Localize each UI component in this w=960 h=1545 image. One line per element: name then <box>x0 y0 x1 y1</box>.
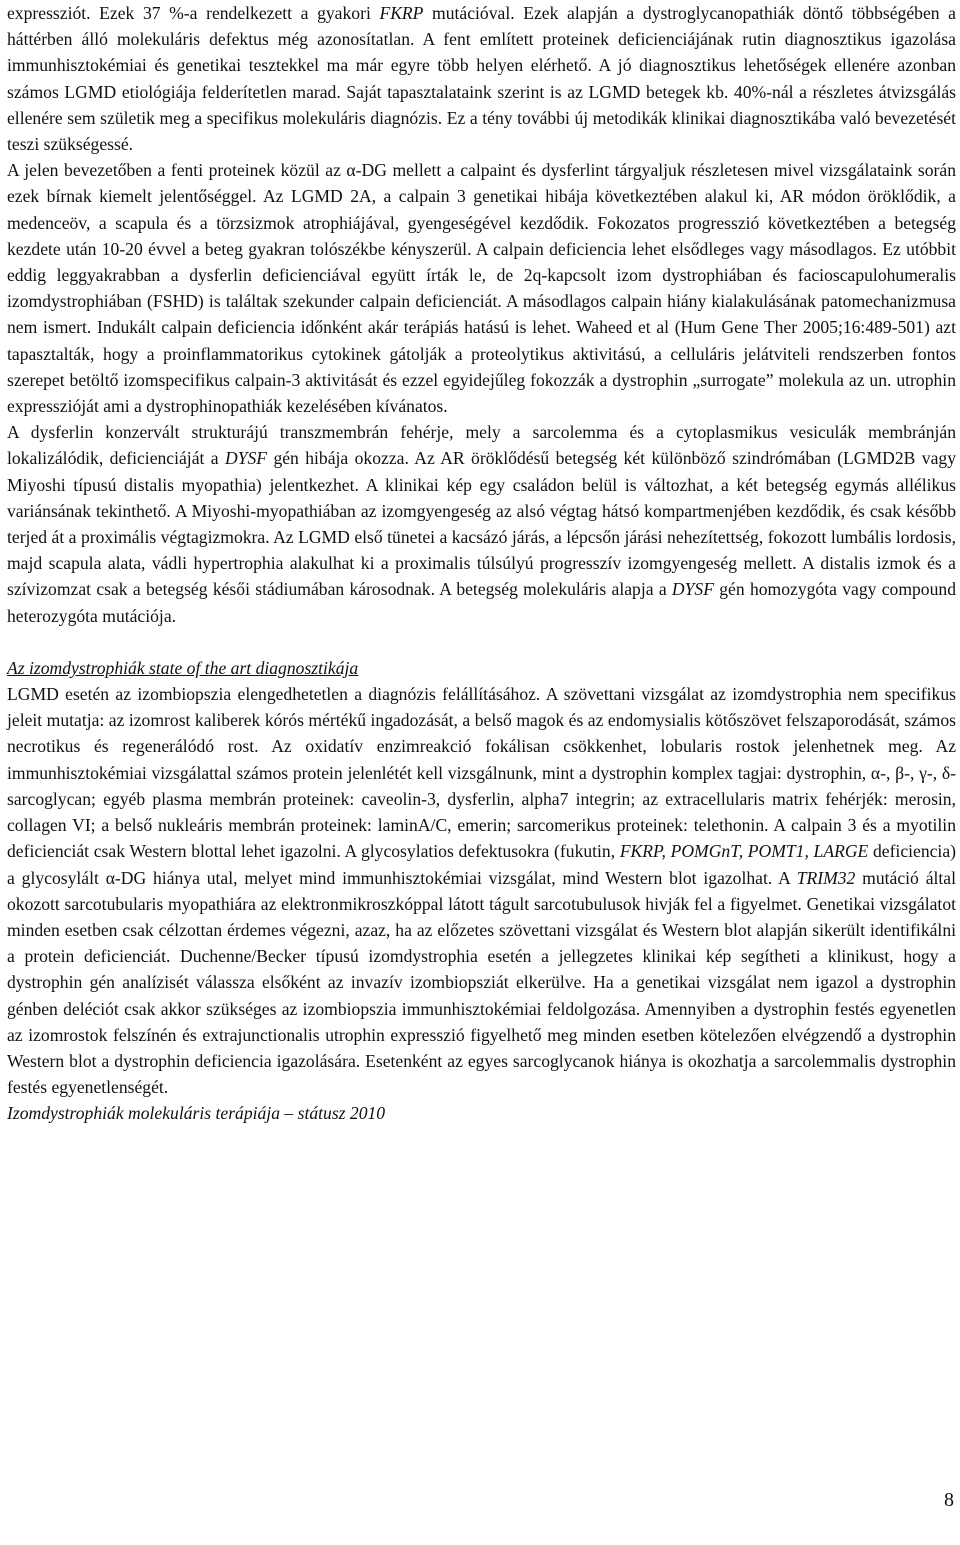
text-run: gén homozygóta vagy compound heterozygóta mutációja. <box>7 579 956 626</box>
text-run: LGMD esetén az izombiopszia elengedhetetlen a diagnózis felállításához. A szövettani vizsgálat az izomdystrophia nem specifikus jeleit mutatja: az izomrost kaliberek kórós mértékű ingadozását, a belső magok és az endomysialis kötőszövet felszaporodását, számos necrotikus és regenerálódó rost. Az oxidatív enzimreakció fokálisan csökkenhet, lobularis rostok jelenhetnek meg. Az immunhisztokémiai vizsgálattal számos protein jelenlétét kell vizsgálnunk, mint a dystrophin komplex tagjai: dystrophin, α-, β-, γ-, δ-sarcoglycan; egyéb plasma membrán proteinek: caveolin-3, dysferlin, alpha7 integrin; az extracellularis matrix fehérjék: merosin, collagen VI; a belső nukleáris membrán proteinek: laminA/C, emerin; sarcomerikus proteinek: telethonin. A calpain 3 és a myotilin deficienciát csak Western blottal lehet igazolni. A glycosylatios defektusokra (fukutin, <box>7 684 956 862</box>
section-heading-therapy: Izomdystrophiák molekuláris terápiája – státusz 2010 <box>7 1103 386 1124</box>
section-heading-text: Az izomdystrophiák state of the art diagnosztikája <box>7 657 359 678</box>
page-number: 8 <box>944 1489 954 1511</box>
text-run: gén hibája okozza. Az AR öröklődésű betegség két különböző szindrómában (LGMD2B vagy Miyoshi típusú distalis myopathia) jelentkezhet. A klinikai kép egy családon belül is változhat, a két betegség egymás allélikus variánsának tekinthető. A Miyoshi-myopathiában az izomgyengeség az alsó végtag hátsó kompartmenjében kezdődik, és csak később terjed át a proximális végtagizmokra. Az LGMD első tünetei a kacsázó járás, a lépcsőn járási nehezítettség, fokozott lumbális lordosis, majd scapula alata, vádli hypertrophia alakulhat ki a proximalis túlsúlyú progresszív izomgyengeség mellett. A distalis izmok és a szívizomzat csak a betegség késői stádiumában károsodnak. A betegség molekuláris alapja a <box>7 448 956 600</box>
paragraph-calpain: A jelen bevezetőben a fenti proteinek közül az α-DG mellett a calpaint és dysferlint tárgyaljuk részletesen mivel vizsgálataink során ezek bírnak kiemelt jelentőséggel. Az LGMD 2A, a calpain 3 genetikai hibája következtében alakul ki, AR módon öröklődik, a medenceöv, a scapula és a törzsizmok atrophiájával, gyengeségével kezdődik. Fokozatos progresszió következtében a betegség kezdete után 10-20 évvel a beteg gyakran tolószékbe kényszerül. A calpain deficiencia lehet elsődleges vagy másodlagos. Ez utóbbit eddig leggyakrabban a dysferlin deficienciával együtt írták le, de 2q-kapcsolt izom dystrophiában és facioscapulohumeralis izomdystrophiában (FSHD) is találtak szekunder calpain deficienciát. A másodlagos calpain hiány kialakulásának patomechanizmusa nem ismert. Indukált calpain deficiencia időnként akár terápiás hatású is lehet. Waheed et al (Hum Gene Ther 2005;16:489-501) azt tapasztalták, hogy a proinflammatorikus cytokinek gátolják a proteolytikus aktivitású, a celluláris jelátviteli rendszerben fontos szerepet betöltő izomspecifikus calpain-3 aktivitását és ezzel egyidejűleg fokozzák a dystrophin „surrogate” molekula az un. utrophin expresszióját ami a dystrophinopathiák kezelésében kívánatos. <box>7 160 956 417</box>
gene-name: DYSF <box>225 448 268 469</box>
text-run: deficiencia) a glycosylált α-DG hiánya utal, melyet mind immunhisztokémiai vizsgálat, mind Western blot igazolhat. A <box>7 841 956 888</box>
text-run: A dysferlin konzervált strukturájú transzmembrán fehérje, mely a sarcolemma és a cytoplasmikus vesiculák membránján lokalizálódik, deficienciáját a <box>7 422 956 469</box>
gene-list: FKRP, POMGnT, POMT1, LARGE <box>619 841 869 862</box>
text-run: expressziót. Ezek 37 %-a rendelkezett a gyakori <box>7 3 380 23</box>
gene-name: DYSF <box>671 579 714 600</box>
section-heading-diagnostics <box>7 655 956 681</box>
paragraph-dystroglycanopathies <box>7 0 956 157</box>
text-run: mutációval. Ezek alapján a dystroglycanopathiák döntő többségében a háttérben álló molekuláris defektus még azonosítatlan. A fent említett proteinek deficienciájának rutin diagnosztikus igazolása immunhisztokémiai és genetikai tesztekkel ma már egyre több helyen elérhető. A jó diagnosztikus lehetőségek ellenére azonban számos LGMD etiológiája felderítetlen marad. Saját tapasztalataink szerint is az LGMD betegek kb. 40%-nál a részletes átvizsgálás ellenére sem születik meg a specifikus molekuláris diagnózis. Ez a tény további új metodikák klinikai diagnosztikába való bevezetését teszi szükségessé. <box>7 3 956 155</box>
paragraph-diagnostics <box>7 681 956 1100</box>
gene-name: FKRP <box>379 3 424 23</box>
paragraph-dysferlin <box>7 419 956 629</box>
document-page <box>7 0 956 1127</box>
text-run: mutáció által okozott sarcotubularis myopathiára az elektronmikroszkóppal látott tágult sarcotubulusok hivják fel a figyelmet. Genetikai vizsgálatot minden esetben csak célzottan érdemes végezni, azaz, ha az előzetes szövettani vizsgálat és Western blot alapján sikerült identifikálni a protein deficienciát. Duchenne/Becker típusú izomdystrophia esetén a jellegzetes klinikai kép segítheti a klinikust, hogy a dystrophin gén analízisét válassza elsőként az invazív izombiopsziát elkerülve. Ha a genetikai vizsgálat nem igazol a dystrophin génben deléciót csak akkor szükséges az izombiopszia immunhisztokémiai feldolgozása. Amennyiben a dystrophin festés egyenetlen az izomrostok felszínén és extrajunctionalis utrophin expresszió figyelhető meg minden esetben kötelezően elvégzendő a dystrophin Western blot a dystrophin deficiencia igazolására. Esetenként az egyes sarcoglycanok hiánya is okozhatja a sarcolemmalis dystrophin festés egyenetlenségét. <box>7 867 956 1098</box>
gene-name: TRIM32 <box>796 867 856 888</box>
